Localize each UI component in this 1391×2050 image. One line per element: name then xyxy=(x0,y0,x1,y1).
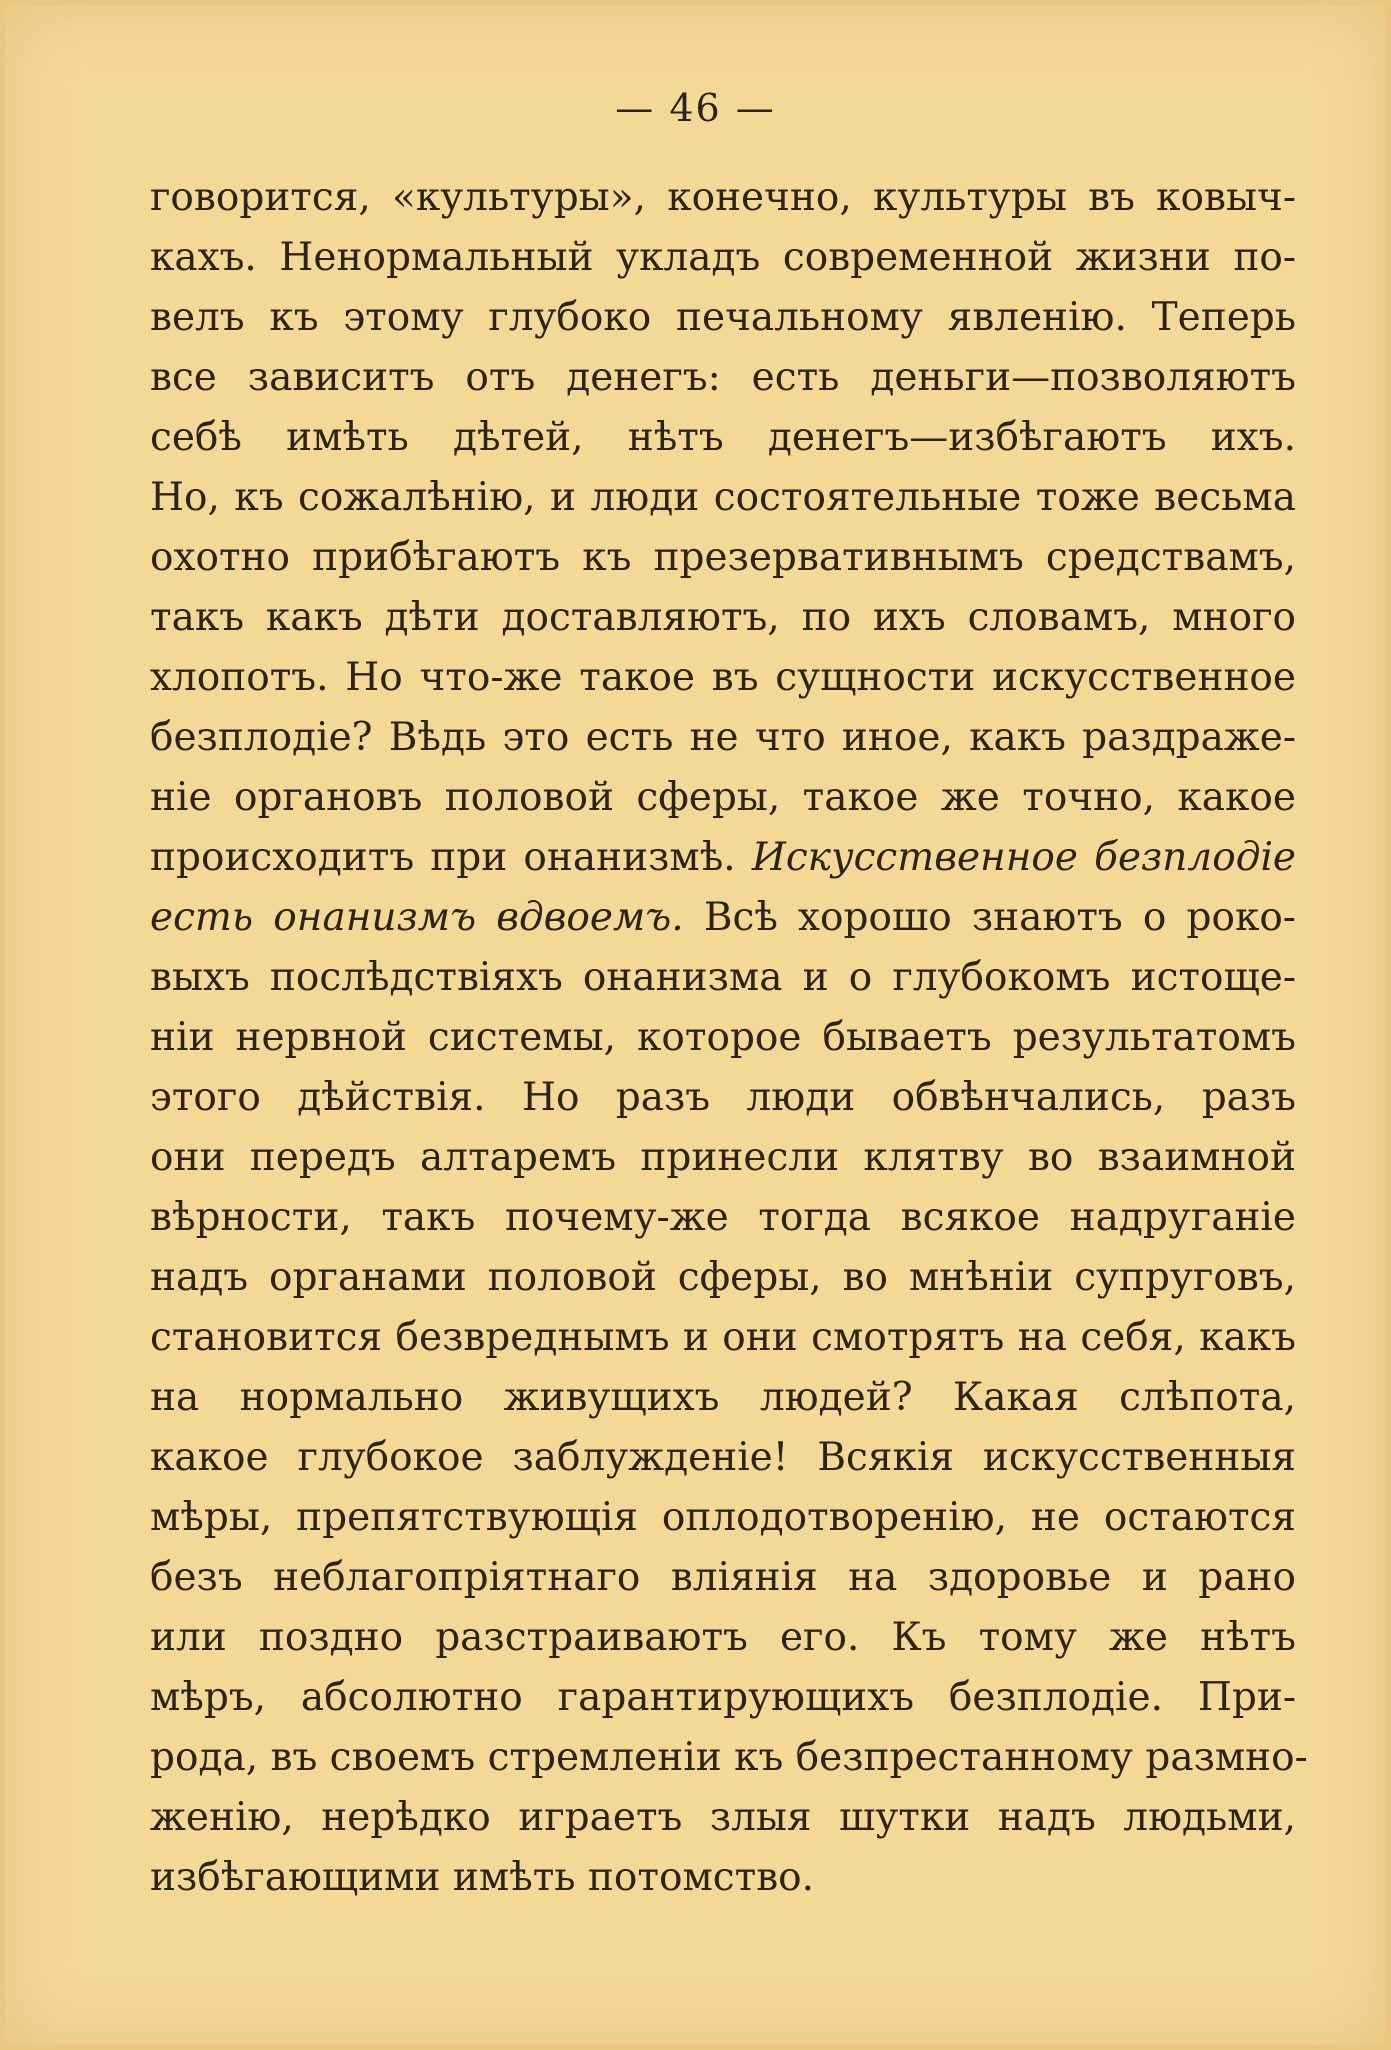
text-line: ніи нервной системы, которое бываетъ результатомъ xyxy=(150,1015,1296,1060)
text-line: все зависитъ отъ денегъ: есть деньги—позволяютъ xyxy=(150,355,1296,400)
text-line: такъ какъ дѣти доставляютъ, по ихъ словамъ, много xyxy=(150,595,1296,640)
text-line: мѣръ, абсолютно гарантирующихъ безплодіе. При- xyxy=(150,1675,1296,1720)
text-line-mixed xyxy=(150,888,1296,948)
page-number: — 46 — xyxy=(615,86,776,130)
text-line: этого дѣйствія. Но разъ люди обвѣнчались, разъ xyxy=(150,1075,1296,1120)
text-line: велъ къ этому глубоко печальному явленію. Теперь xyxy=(150,295,1296,340)
text-line: себѣ имѣть дѣтей, нѣтъ денегъ—избѣгаютъ ихъ. xyxy=(150,415,1296,460)
text-line: кахъ. Ненормальный укладъ современной жизни по- xyxy=(150,235,1296,280)
text-line: женію, нерѣдко играетъ злыя шутки надъ людьми, xyxy=(150,1795,1296,1840)
text-line: на нормально живущихъ людей? Какая слѣпота, xyxy=(150,1375,1296,1420)
text-line: рода, въ своемъ стремленіи къ безпрестанному размно- xyxy=(150,1735,1308,1780)
text-line: безплодіе? Вѣдь это есть не что иное, какъ раздраже- xyxy=(150,715,1296,760)
text-line: или поздно разстраиваютъ его. Къ тому же нѣтъ xyxy=(150,1615,1296,1660)
text-line: вѣрности, такъ почему-же тогда всякое надруганіе xyxy=(150,1195,1296,1240)
text-line: выхъ послѣдствіяхъ онанизма и о глубокомъ истоще- xyxy=(150,955,1296,1000)
body-text xyxy=(150,168,1308,1908)
text-line: становится безвреднымъ и они смотрятъ на себя, какъ xyxy=(150,1315,1296,1360)
text-line: они передъ алтаремъ принесли клятву во взаимной xyxy=(150,1135,1296,1180)
italic-fragment: есть онанизмъ вдвоемъ. xyxy=(150,895,684,940)
text-line: хлопотъ. Но что-же такое въ сущности искусственное xyxy=(150,655,1296,700)
text-line: надъ органами половой сферы, во мнѣніи супруговъ, xyxy=(150,1255,1296,1300)
text-fragment: происходитъ при онанизмѣ. xyxy=(150,835,736,880)
text-line: Но, къ сожалѣнію, и люди состоятельные тоже весьма xyxy=(150,475,1296,520)
text-line: говорится, «культуры», конечно, культуры въ ковыч- xyxy=(150,175,1296,220)
text-fragment: Всѣ хорошо знаютъ о роко- xyxy=(703,895,1296,940)
text-line: какое глубокое заблужденіе! Всякія искусственныя xyxy=(150,1435,1296,1480)
text-line: охотно прибѣгаютъ къ презервативнымъ средствамъ, xyxy=(150,535,1296,580)
text-line: мѣры, препятствующія оплодотворенію, не остаются xyxy=(150,1495,1296,1540)
text-line: ніе органовъ половой сферы, такое же точно, какое xyxy=(150,775,1296,820)
text-line-mixed xyxy=(150,828,1296,888)
italic-fragment: Искусственное безплодіе xyxy=(751,835,1296,880)
text-line: безъ неблагопріятнаго вліянія на здоровье и рано xyxy=(150,1555,1296,1600)
text-line: избѣгающими имѣть потомство. xyxy=(150,1855,815,1900)
